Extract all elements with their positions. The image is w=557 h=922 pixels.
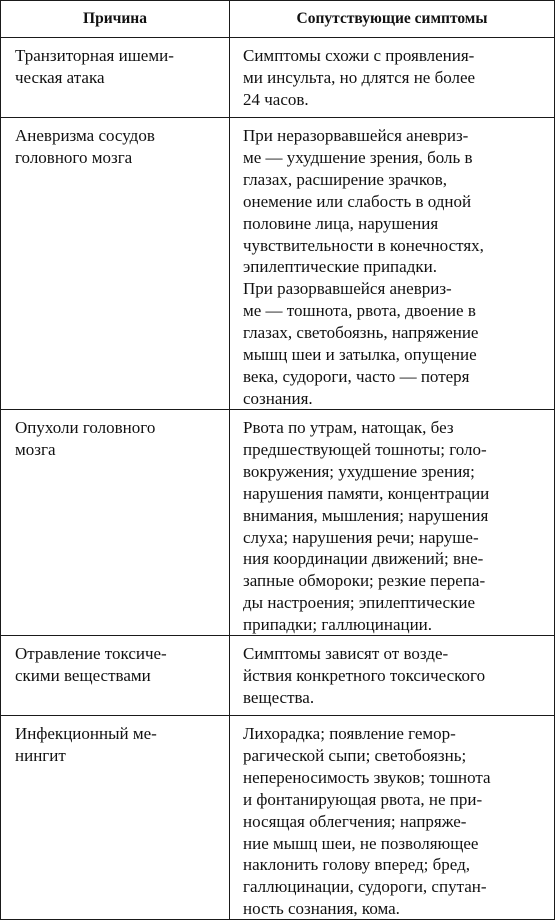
symptoms-cell: Симптомы зависят от возде- йствия конкретного токсического вещества.: [243, 644, 486, 707]
symptoms-cell: Рвота по утрам, натощак, без предшествующей тошноты; голо- вокружения; ухудшение зрения; нарушения памяти, концентрации внимания, мышления; нарушения слуха; нарушения речи; наруше- ния координации движений; вне- запные обмороки; резкие перепа- ды настроения; эпилептические припадки; галлюцинации.: [243, 418, 490, 635]
symptoms-cell: Симптомы схожи с проявления- ми инсульта, но длятся не более 24 часов.: [243, 46, 476, 109]
table-header-row: [1, 1, 554, 38]
table-row: [1, 635, 554, 716]
cause-cell: Отравление токсиче- скими веществами: [15, 644, 167, 685]
table-row: [1, 37, 554, 118]
cause-cell: Инфекционный ме- нингит: [15, 724, 157, 765]
symptoms-cell: При неразорвавшейся аневриз- ме — ухудшение зрения, боль в глазах, расширение зрачков, онемение или слабость в одной половине лица, нарушения чувствительности в конечностях, эпилептические припадки. При разорвавшейся аневриз- ме — тошнота, рвота, двоение в глазах, светобоязнь, напряжение мышц шеи и затылка, опущение века, судороги, часто — потеря сознания.: [243, 126, 484, 408]
table-row: [1, 117, 554, 410]
table-row: [1, 715, 554, 921]
cause-cell: Аневризма сосудов головного мозга: [15, 126, 155, 167]
header-cause: Причина: [83, 10, 147, 27]
cause-cell: Транзиторная ишеми- ческая атака: [15, 46, 174, 87]
symptoms-cell: Лихорадка; появление гемор- рагической сыпи; светобоязнь; непереносимость звуков; тошнота и фонтанирующая рвота, не при- носящая облегчения; напряже- ние мышц шеи, не позволяющее наклонить голову вперед; бред, галлюцинации, судороги, спутан- ность сознания, кома.: [243, 724, 491, 919]
header-symptoms: Сопутствующие симптомы: [296, 10, 488, 27]
table-row: [1, 409, 554, 636]
cause-cell: Опухоли головного мозга: [15, 418, 156, 459]
